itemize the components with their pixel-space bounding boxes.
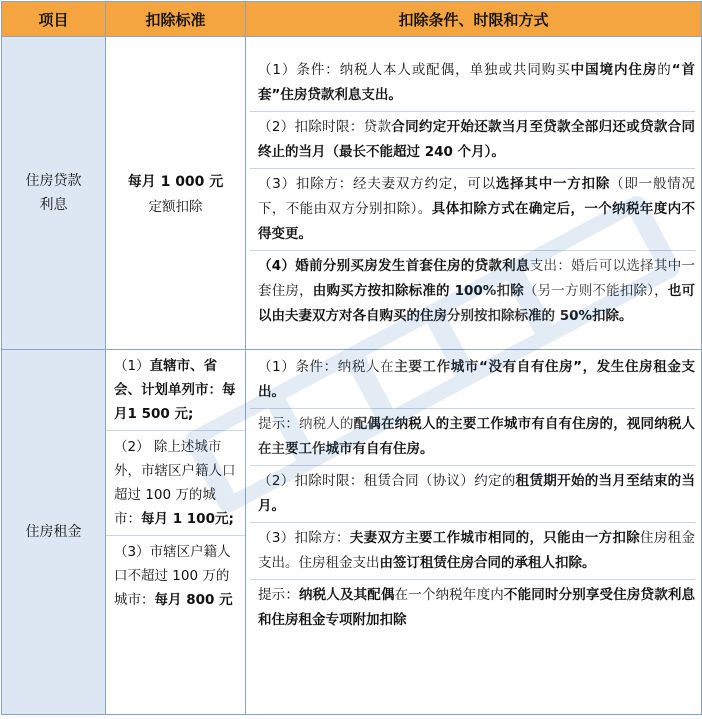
mortgage-standard-cell — [106, 37, 246, 350]
emphasis-text: 由签订租赁住房合同的承租人扣除。 — [379, 555, 596, 571]
body-text: 提示：纳税人的 — [258, 416, 354, 432]
body-text: （2）扣除时限：租赁合同（协议）约定的 — [258, 473, 516, 489]
rent-condition-paragraph — [250, 466, 695, 523]
header-conditions: 扣除条件、时限和方式 — [246, 2, 702, 37]
body-text: 支出：婚后可以选择其中一套住房， — [258, 257, 695, 299]
body-text: 提示： — [258, 587, 299, 603]
emphasis-text: 夫妻双方主要工作城市相同的，只能由一方扣除 — [349, 530, 641, 546]
body-text: （3）扣除方：经夫妻双方约定，可以 — [258, 175, 496, 192]
header-row — [2, 2, 702, 37]
emphasis-text: 合同约定开始还款当月至贷款全部归还或贷款合同终止的当月（最长不能超过 240 个月）。 — [258, 118, 696, 160]
body-text: 在一个纳税年度内 — [394, 587, 504, 603]
rent-row — [2, 350, 702, 715]
emphasis-text: 中国境内住房 — [570, 61, 658, 78]
body-text: （1）条件：纳税人在 — [258, 359, 395, 375]
rent-condition-paragraph — [250, 409, 695, 466]
body-text: 住房租金支出。住房租金支出 — [258, 530, 696, 571]
emphasis-text: 租赁期开始的当月至结束的当月。 — [258, 473, 696, 514]
rent-standard-tier — [106, 536, 245, 616]
rent-conditions-cell — [246, 350, 702, 715]
emphasis-text: “首套”住房贷款利息支出。 — [258, 61, 696, 103]
rent-standard-tier — [106, 350, 245, 431]
mortgage-row — [2, 37, 702, 350]
body-text: （3）扣除方： — [258, 530, 350, 546]
emphasis-text: 不能同时分别享受住房贷款利息和住房租金专项附加扣除 — [258, 587, 696, 628]
deduction-table — [1, 1, 702, 715]
emphasis-text: （4）婚前分别买房发生首套住房的贷款利息 — [258, 257, 530, 274]
emphasis-text: 选择其中一方扣除 — [495, 175, 611, 192]
emphasis-text: 直辖市、省会、计划单列市：每月1 500 元; — [114, 358, 236, 422]
body-text: （2） 除上述城市外，市辖区户籍人口超过 100 万的城市： — [114, 439, 236, 527]
emphasis-text: 主要工作城市“没有自有住房”，发生住房租金支出。 — [258, 359, 696, 400]
emphasis-text: 每月 800 元 — [154, 592, 233, 608]
mortgage-condition-paragraph — [250, 112, 695, 169]
emphasis-text: 也可以由夫妻双方对各自购买的住房分别按扣除标准的 50%扣除。 — [258, 282, 696, 324]
rent-item-cell — [2, 350, 106, 715]
body-text: 的 — [657, 61, 672, 78]
mortgage-item-cell — [2, 37, 106, 350]
header-item: 项目 — [2, 2, 106, 37]
body-text: （2）扣除时限：贷款 — [258, 118, 392, 135]
body-text: （1） — [114, 358, 150, 374]
body-text: （3）市辖区户籍人口不超过 100 万的城市： — [114, 544, 231, 608]
emphasis-text: 具体扣除方式在确定后，一个纳税年度内不得变更。 — [258, 200, 696, 242]
emphasis-text: 由购买方按扣除标准的 100%扣除 — [312, 282, 524, 299]
rent-standard-tier — [106, 431, 245, 536]
rent-standard-cell — [106, 350, 246, 715]
mortgage-item-label: 住房贷款 利息 — [25, 173, 82, 213]
emphasis-text: 配偶在纳税人的主要工作城市有自有住房的，视同纳税人在主要工作城市有自有住房。 — [258, 416, 696, 457]
mortgage-condition-paragraph — [250, 55, 695, 112]
body-text: （即一般情况下，不能由双方分别扣除）。 — [258, 175, 696, 217]
header-standard: 扣除标准 — [106, 2, 246, 37]
mortgage-conditions-cell — [246, 37, 702, 350]
body-text: （1）条件：纳税人本人或配偶，单独或共同购买 — [258, 61, 571, 78]
rent-condition-paragraph — [250, 523, 695, 580]
emphasis-text: 每月 1 100元; — [141, 511, 234, 527]
rent-item-label: 住房租金 — [25, 524, 82, 540]
emphasis-text: 纳税人及其配偶 — [298, 587, 395, 603]
rent-condition-paragraph — [250, 352, 695, 409]
body-text: （另一方则不能扣除）， — [523, 282, 668, 299]
mortgage-condition-paragraph — [250, 169, 695, 251]
rent-condition-paragraph — [250, 580, 695, 636]
mortgage-condition-paragraph — [250, 251, 695, 332]
mortgage-standard-note: 定额扣除 — [148, 199, 203, 215]
mortgage-standard-amount: 每月 1 000 元 — [127, 174, 224, 190]
